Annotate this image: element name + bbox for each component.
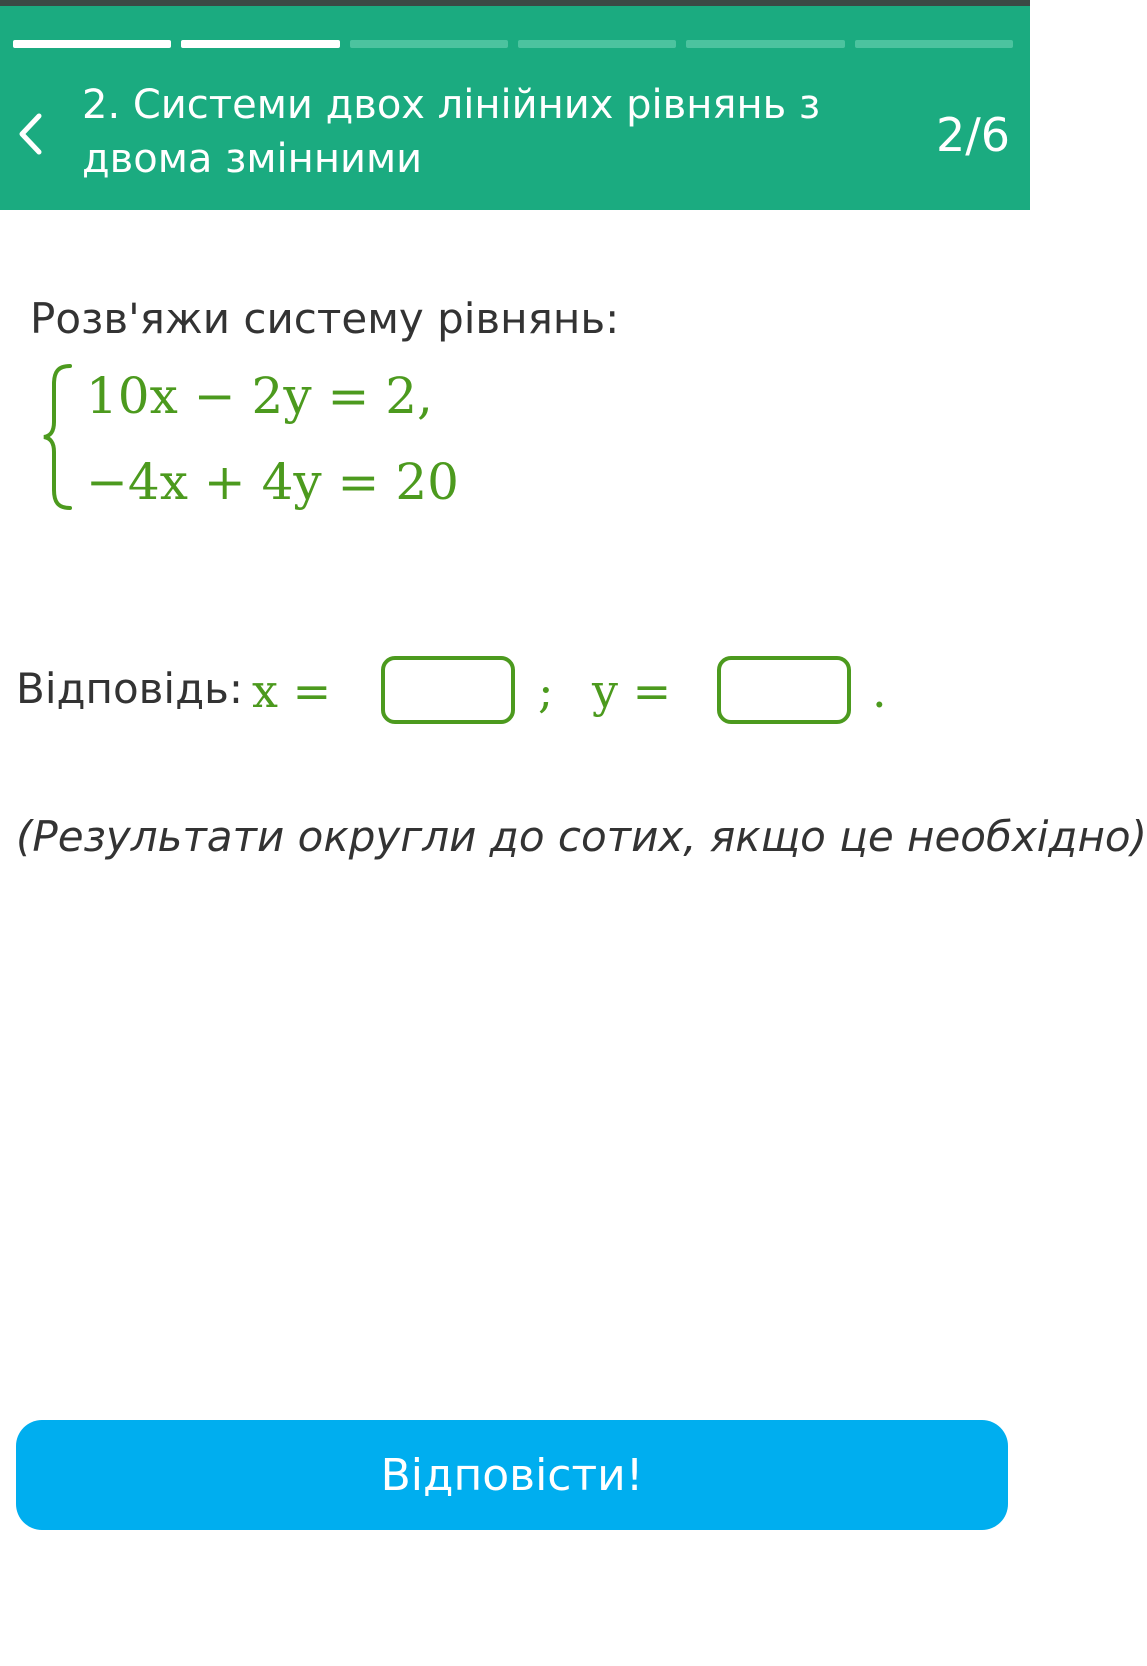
- page-title-line-2: двома змінними: [82, 136, 423, 182]
- back-button[interactable]: [8, 104, 52, 164]
- answer-separator: ;: [538, 664, 554, 718]
- task-prompt: Розв'яжи систему рівнянь:: [30, 294, 620, 343]
- answer-end-period: .: [872, 664, 887, 718]
- answer-label: Відповідь:: [16, 664, 244, 713]
- equation-2: −4x + 4y = 20: [86, 453, 459, 511]
- equation-1: 10x − 2y = 2,: [86, 367, 433, 425]
- page-title: [82, 78, 842, 186]
- progress-segment-4: [518, 40, 676, 48]
- y-variable-label: y =: [592, 664, 672, 718]
- submit-answer-button[interactable]: Відповісти!: [16, 1420, 1008, 1530]
- progress-segment-5: [686, 40, 844, 48]
- progress-segment-6: [855, 40, 1013, 48]
- equation-system: [40, 360, 540, 520]
- left-brace-icon: [40, 362, 74, 512]
- x-answer-input[interactable]: [381, 656, 515, 724]
- page-title-line-1: 2. Системи двох лінійних рівнянь з: [82, 82, 821, 128]
- y-answer-input[interactable]: [717, 656, 851, 724]
- x-variable-label: x =: [252, 664, 332, 718]
- progress-segment-3: [350, 40, 508, 48]
- progress-segment-2: [181, 40, 339, 48]
- progress-segment-1: [13, 40, 171, 48]
- header-bar: [0, 6, 1030, 210]
- task-counter: 2/6: [935, 108, 1010, 162]
- chevron-left-icon: [17, 112, 43, 156]
- rounding-hint: (Результати округли до сотих, якщо це необхідно): [16, 812, 1147, 861]
- progress-bar: [13, 40, 1013, 48]
